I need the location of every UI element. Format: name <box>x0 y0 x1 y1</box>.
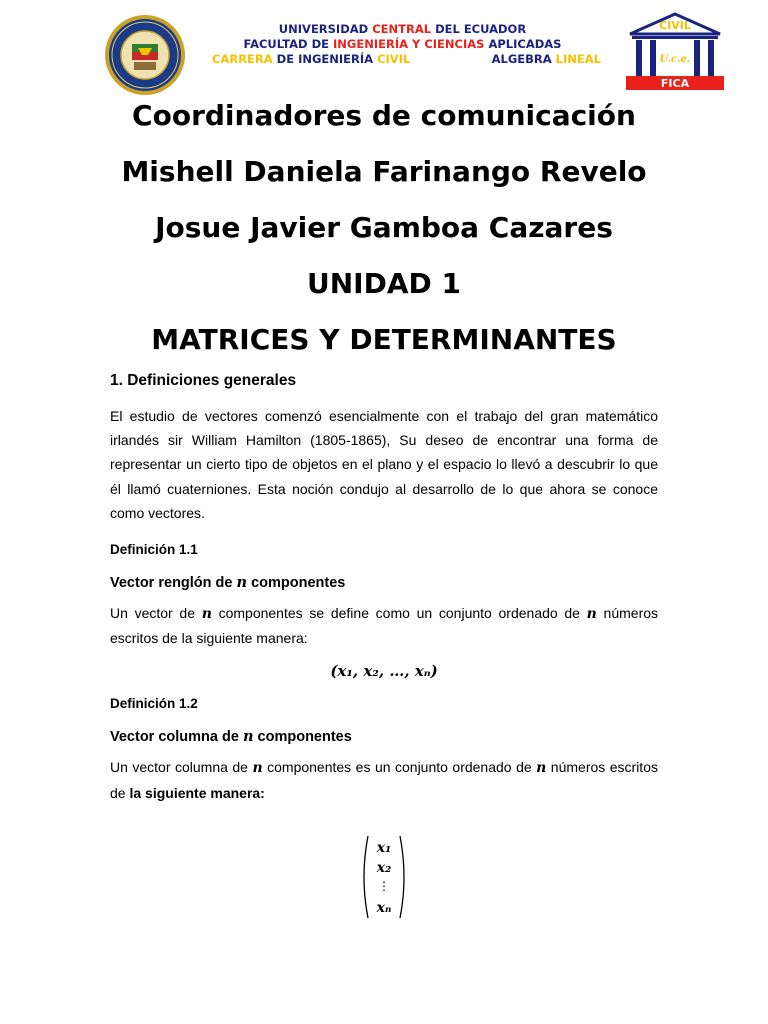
header-faculty: FACULTAD DE INGENIERÍA Y CIENCIAS APLICADAS <box>243 37 562 51</box>
column-entry-dots: ⋮ <box>378 879 390 893</box>
title-topic: MATRICES Y DETERMINANTES <box>151 323 617 356</box>
university-seal-logo <box>104 14 186 96</box>
title-author-2: Josue Javier Gamboa Cazares <box>155 211 613 244</box>
document-body <box>110 372 658 805</box>
fica-civil-logo <box>620 12 730 92</box>
definition-1-title: Vector renglón de n componentes <box>110 574 346 592</box>
svg-text:CIVIL: CIVIL <box>659 19 691 32</box>
column-vector-formula <box>360 834 408 920</box>
column-entry-x2: x₂ <box>376 860 392 876</box>
document-header <box>0 0 768 100</box>
title-author-1: Mishell Daniela Farinango Revelo <box>121 155 647 188</box>
row-vector-formula: (x₁, x₂, …, xₙ) <box>330 662 438 681</box>
svg-text:U.c.e.: U.c.e. <box>659 54 691 65</box>
cover-titles <box>0 94 768 374</box>
header-career: CARRERA DE INGENIERÍA CIVIL <box>212 52 411 66</box>
header-university: UNIVERSIDAD CENTRAL DEL ECUADOR <box>278 22 527 36</box>
svg-text:FICA: FICA <box>660 77 690 90</box>
definition-2-label: Definición 1.2 <box>110 696 198 712</box>
definition-1-label: Definición 1.1 <box>110 542 198 558</box>
column-entry-x1: x₁ <box>376 840 392 856</box>
definition-2-text: Un vector columna de n componentes es un conjunto ordenado de n números escritos de la siguiente manera: <box>110 759 658 801</box>
title-coordinators: Coordinadores de comunicación <box>132 99 636 132</box>
definition-2-title: Vector columna de n componentes <box>110 728 352 746</box>
definition-1-text: Un vector de n componentes se define como un conjunto ordenado de n números escritos de la siguiente manera: <box>110 605 659 647</box>
section-heading: 1. Definiciones generales <box>110 372 297 389</box>
column-entry-xn: xₙ <box>376 900 392 916</box>
header-course: ALGEBRA LINEAL <box>491 52 601 66</box>
intro-paragraph: El estudio de vectores comenzó esencialmente con el trabajo del gran matemático irlandés sir William Hamilton (1805-1865), Su deseo de encontrar una forma de representar un cierto tipo de objetos en el plano y el espacio lo llevó a descubrir lo que él llamó cuaterniones. Esta noción condujo al desarrollo de lo que ahora se conoce como vectores. <box>110 408 658 521</box>
title-unit: UNIDAD 1 <box>307 267 461 300</box>
